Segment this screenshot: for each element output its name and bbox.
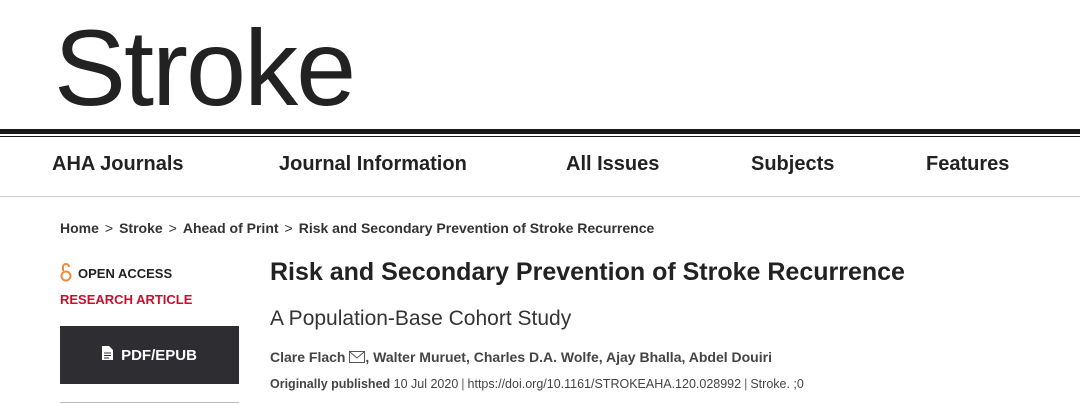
nav-journal-information[interactable]: Journal Information [279,153,467,175]
nav-divider [0,196,1080,197]
sidebar-divider [60,402,239,403]
doi-link[interactable]: https://doi.org/10.1161/STROKEAHA.120.028992 [467,377,742,391]
author-clare-flach[interactable]: Clare Flach [270,349,346,365]
nav-aha-journals[interactable]: AHA Journals [52,153,184,175]
open-access-label: OPEN ACCESS [78,266,173,281]
other-authors[interactable]: , Walter Muruet, Charles D.A. Wolfe, Ajay Bhalla, Abdel Douiri [365,349,772,365]
breadcrumb-current: Risk and Secondary Prevention of Stroke Recurrence [298,220,655,236]
header-divider-thin [0,136,1080,137]
citation: Stroke. ;0 [750,377,804,391]
article-title: Risk and Secondary Prevention of Stroke Recurrence [270,258,905,286]
header-divider [0,129,1080,134]
journal-logo[interactable]: Stroke [54,7,355,128]
published-label: Originally published [270,377,391,391]
breadcrumb-stroke[interactable]: Stroke [119,220,163,236]
published-date: 10 Jul 2020 [393,377,459,391]
breadcrumb-separator: > [284,220,293,236]
open-access-badge [60,262,172,285]
open-lock-icon [60,262,72,285]
publication-info: Originally published 10 Jul 2020 | https://doi.org/10.1161/STROKEAHA.120.028992 | Stroke. ;0 [270,377,804,391]
breadcrumb-home[interactable]: Home [60,220,99,236]
breadcrumb-separator: > [168,220,177,236]
email-icon[interactable] [349,349,365,365]
article-type: RESEARCH ARTICLE [60,292,193,307]
nav-all-issues[interactable]: All Issues [566,153,660,175]
pdf-epub-label: PDF/EPUB [121,346,197,364]
breadcrumb-separator: > [104,220,114,236]
breadcrumb [60,220,654,236]
article-subtitle: A Population-Base Cohort Study [270,307,572,330]
author-list [270,349,772,365]
nav-features[interactable]: Features [926,153,1010,175]
breadcrumb-ahead-of-print[interactable]: Ahead of Print [182,220,279,236]
pdf-epub-button[interactable] [60,326,239,384]
document-icon [102,346,113,364]
nav-subjects[interactable]: Subjects [751,153,835,175]
